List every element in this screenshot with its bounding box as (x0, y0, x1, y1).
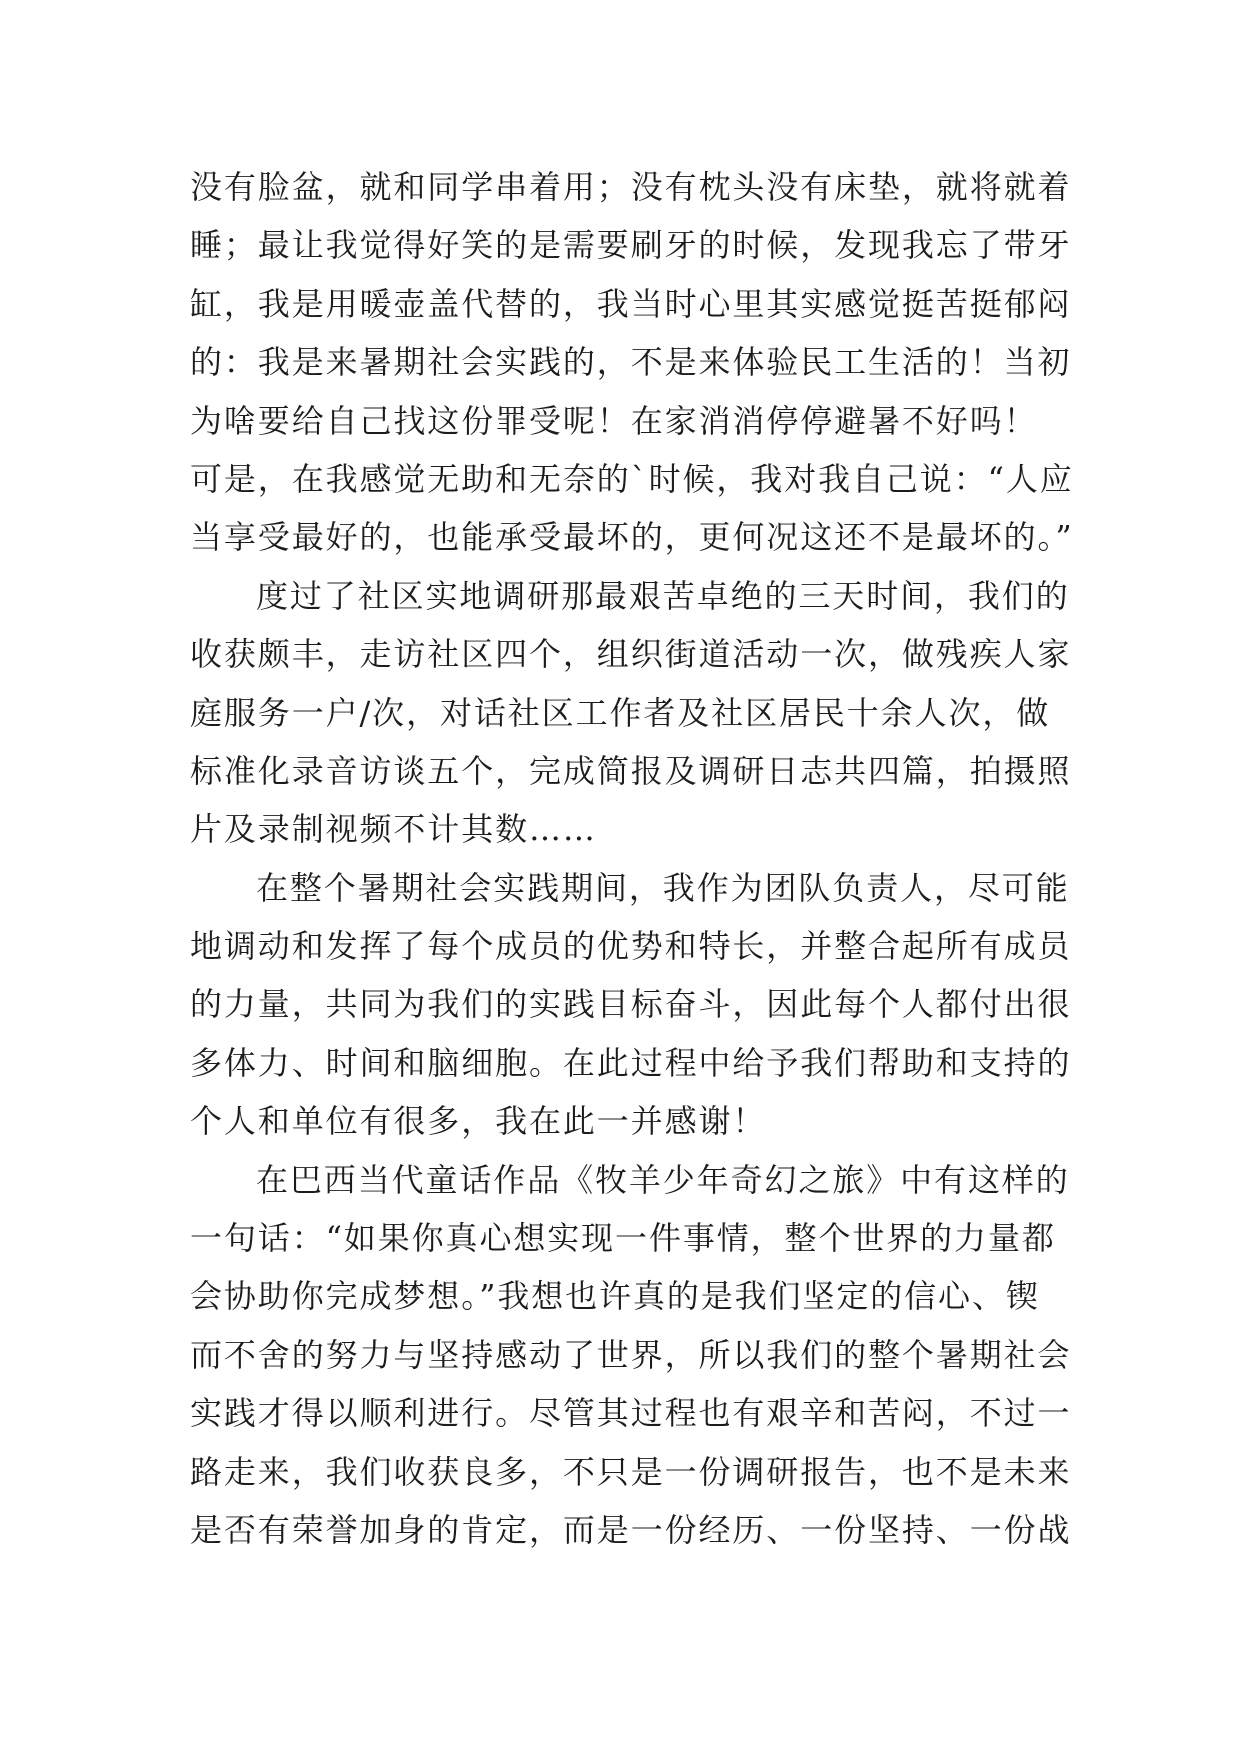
text-line: 多体力、时间和脑细胞。在此过程中给予我们帮助和支持的 (190, 1043, 1072, 1082)
text-line: 路走来，我们收获良多，不只是一份调研报告，也不是未来 (190, 1452, 1072, 1491)
text-line: 睡；最让我觉得好笑的是需要刷牙的时候，发现我忘了带牙 (190, 226, 1072, 265)
text-line: 标准化录音访谈五个，完成简报及调研日志共四篇，拍摄照 (190, 751, 1072, 790)
text-line: 庭服务一户/次，对话社区工作者及社区居民十余人次，做 (190, 693, 1051, 732)
text-line: 片及录制视频不计其数…… (190, 810, 597, 849)
text-line: 而不舍的努力与坚持感动了世界，所以我们的整个暑期社会 (190, 1335, 1072, 1374)
paragraph-first-line: 在整个暑期社会实践期间，我作为团队负责人，尽可能 (256, 868, 1070, 907)
paragraph-first-line: 在巴西当代童话作品《牧羊少年奇幻之旅》中有这样的 (256, 1160, 1070, 1199)
text-line: 的：我是来暑期社会实践的，不是来体验民工生活的！当初 (190, 343, 1072, 382)
text-line: 会协助你完成梦想。”我想也许真的是我们坚定的信心、锲 (190, 1277, 1040, 1316)
text-line: 当享受最好的，也能承受最坏的，更何况这还不是最坏的。” (190, 518, 1074, 557)
paragraph-first-line: 度过了社区实地调研那最艰苦卓绝的三天时间，我们的 (256, 576, 1070, 615)
text-line: 为啥要给自己找这份罪受呢！在家消消停停避暑不好吗！ (190, 401, 1038, 440)
text-line: 个人和单位有很多，我在此一并感谢！ (190, 1102, 767, 1141)
text-line: 是否有荣誉加身的肯定，而是一份经历、一份坚持、一份战 (190, 1510, 1072, 1549)
text-line: 实践才得以顺利进行。尽管其过程也有艰辛和苦闷，不过一 (190, 1394, 1072, 1433)
text-line: 缸，我是用暖壶盖代替的，我当时心里其实感觉挺苦挺郁闷 (190, 284, 1072, 323)
text-line: 地调动和发挥了每个成员的优势和特长，并整合起所有成员 (190, 927, 1072, 966)
document-body (190, 158, 1074, 1559)
text-line: 一句话：“如果你真心想实现一件事情，整个世界的力量都 (190, 1219, 1056, 1258)
text-line: 收获颇丰，走访社区四个，组织街道活动一次，做残疾人家 (190, 635, 1072, 674)
text-line: 可是，在我感觉无助和无奈的`时候，我对我自己说：“人应 (190, 459, 1074, 498)
text-line: 没有脸盆，就和同学串着用；没有枕头没有床垫，就将就着 (190, 168, 1072, 206)
text-line: 的力量，共同为我们的实践目标奋斗，因此每个人都付出很 (190, 985, 1072, 1024)
